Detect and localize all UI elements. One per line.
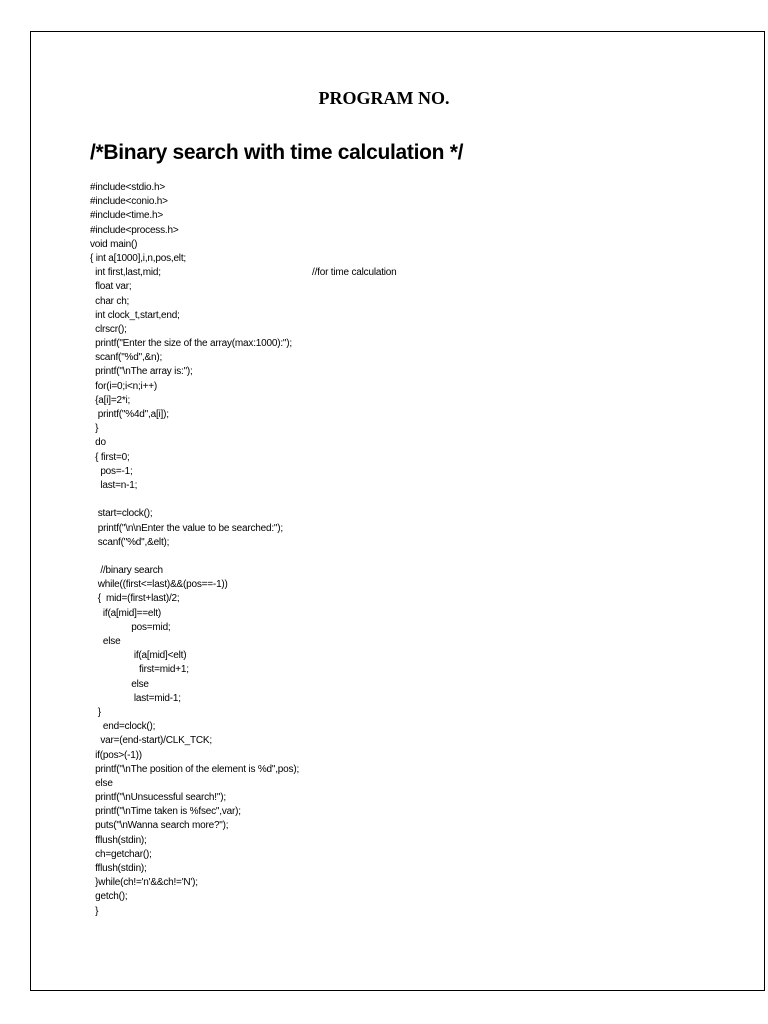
code-line-text: }while(ch!='n'&&ch!='N'); [90, 877, 198, 889]
code-line [90, 209, 299, 223]
code-line-text: { mid=(first+last)/2; [90, 593, 180, 605]
code-line [90, 181, 299, 195]
code-line [90, 862, 299, 876]
code-line-text: int clock_t,start,end; [90, 309, 180, 321]
code-line [90, 649, 299, 663]
code-line [90, 195, 299, 209]
code-line-text: last=n-1; [90, 479, 138, 491]
code-line-text: { first=0; [90, 451, 130, 463]
code-line-text: while((first<=last)&&(pos==-1)) [90, 579, 228, 591]
code-line-text: else [90, 678, 149, 690]
code-line [90, 607, 299, 621]
code-line-text: scanf("%d",&n); [90, 352, 163, 364]
code-line [90, 252, 299, 266]
code-line [90, 465, 299, 479]
code-line [90, 493, 299, 507]
code-line [90, 635, 299, 649]
code-line [90, 777, 299, 791]
code-line [90, 805, 299, 819]
code-line-text: var=(end-start)/CLK_TCK; [90, 735, 212, 747]
code-inline-comment: //for time calculation [312, 267, 397, 279]
code-line-text: { int a[1000],i,n,pos,elt; [90, 252, 186, 264]
code-line [90, 266, 397, 280]
code-line [90, 337, 299, 351]
code-line [90, 479, 299, 493]
code-line-text: clrscr(); [90, 323, 127, 335]
code-line [90, 578, 299, 592]
code-line [90, 592, 299, 606]
code-line [90, 323, 299, 337]
code-line [90, 422, 299, 436]
code-line-text: #include<time.h> [90, 210, 163, 222]
code-line-text: //binary search [90, 565, 163, 577]
code-line [90, 834, 299, 848]
program-heading-comment: /*Binary search with time calculation */ [90, 141, 464, 164]
code-line-text: float var; [90, 281, 132, 293]
code-line-text: do [90, 437, 106, 449]
code-line-text: int first,last,mid; [90, 267, 161, 279]
code-line [90, 280, 299, 294]
code-line-text: for(i=0;i<n;i++) [90, 380, 157, 392]
code-line-text: printf("\nThe position of the element is %d",pos); [90, 763, 300, 775]
code-line-text: #include<stdio.h> [90, 182, 165, 193]
code-line [90, 706, 299, 720]
code-line-text: {a[i]=2*i; [90, 394, 131, 406]
code-line-text: } [90, 423, 99, 435]
code-line-text: pos=-1; [90, 465, 133, 477]
code-line-text: scanf("%d",&elt); [90, 536, 170, 548]
code-line-text: void main() [90, 238, 138, 250]
code-line-text: } [90, 706, 101, 718]
code-line-text: start=clock(); [90, 508, 153, 520]
code-line [90, 876, 299, 890]
code-line [90, 890, 299, 904]
code-line-text: printf("\n\nEnter the value to be searched:"); [90, 522, 283, 534]
code-line-text: #include<conio.h> [90, 196, 168, 208]
code-line-text: } [90, 905, 99, 917]
code-line [90, 692, 299, 706]
code-line [90, 522, 299, 536]
code-line [90, 905, 299, 919]
code-line-text: end=clock(); [90, 721, 156, 733]
code-line [90, 848, 299, 862]
code-line [90, 380, 299, 394]
code-line-text: if(pos>(-1)) [90, 749, 142, 761]
code-line [90, 365, 299, 379]
code-line-text: puts("\nWanna search more?"); [90, 820, 229, 832]
code-line-text: printf("\nTime taken is %fsec",var); [90, 806, 241, 818]
code-line-text: fflush(stdin); [90, 834, 147, 846]
code-line-text: #include<process.h> [90, 224, 179, 236]
code-line [90, 749, 299, 763]
code-line-text: pos=mid; [90, 621, 171, 633]
code-line [90, 394, 299, 408]
code-line [90, 621, 299, 635]
code-line-text: printf("\nUnsucessful search!"); [90, 792, 226, 804]
code-line [90, 351, 299, 365]
code-line-text: ch=getchar(); [90, 848, 152, 860]
code-line-text: if(a[mid]<elt) [90, 650, 187, 662]
code-line [90, 734, 299, 748]
code-line [90, 536, 299, 550]
code-line [90, 663, 299, 677]
code-line-text: char ch; [90, 295, 130, 307]
code-line [90, 238, 299, 252]
code-line-text: first=mid+1; [90, 664, 189, 676]
code-line [90, 309, 299, 323]
code-line [90, 720, 299, 734]
code-line [90, 507, 299, 521]
code-line [90, 550, 299, 564]
code-line [90, 224, 299, 238]
code-line [90, 408, 299, 422]
code-line-text: last=mid-1; [90, 692, 181, 704]
code-line [90, 295, 299, 309]
code-line [90, 791, 299, 805]
code-line [90, 678, 299, 692]
code-line [90, 436, 299, 450]
code-line-text: else [90, 636, 121, 647]
code-line [90, 564, 299, 578]
code-line-text: printf("\nThe array is:"); [90, 366, 193, 378]
code-line [90, 451, 299, 465]
code-line-text: getch(); [90, 891, 128, 903]
code-listing [90, 181, 397, 919]
program-title: PROGRAM NO. [318, 88, 450, 108]
code-line [90, 763, 299, 777]
code-line-text: fflush(stdin); [90, 863, 147, 874]
code-line-text: if(a[mid]==elt) [90, 607, 162, 619]
code-line-text: printf("Enter the size of the array(max:1000):"); [90, 338, 292, 350]
code-line-text: else [90, 777, 113, 789]
code-line [90, 819, 299, 833]
code-line-text: printf("%4d",a[i]); [90, 409, 169, 420]
